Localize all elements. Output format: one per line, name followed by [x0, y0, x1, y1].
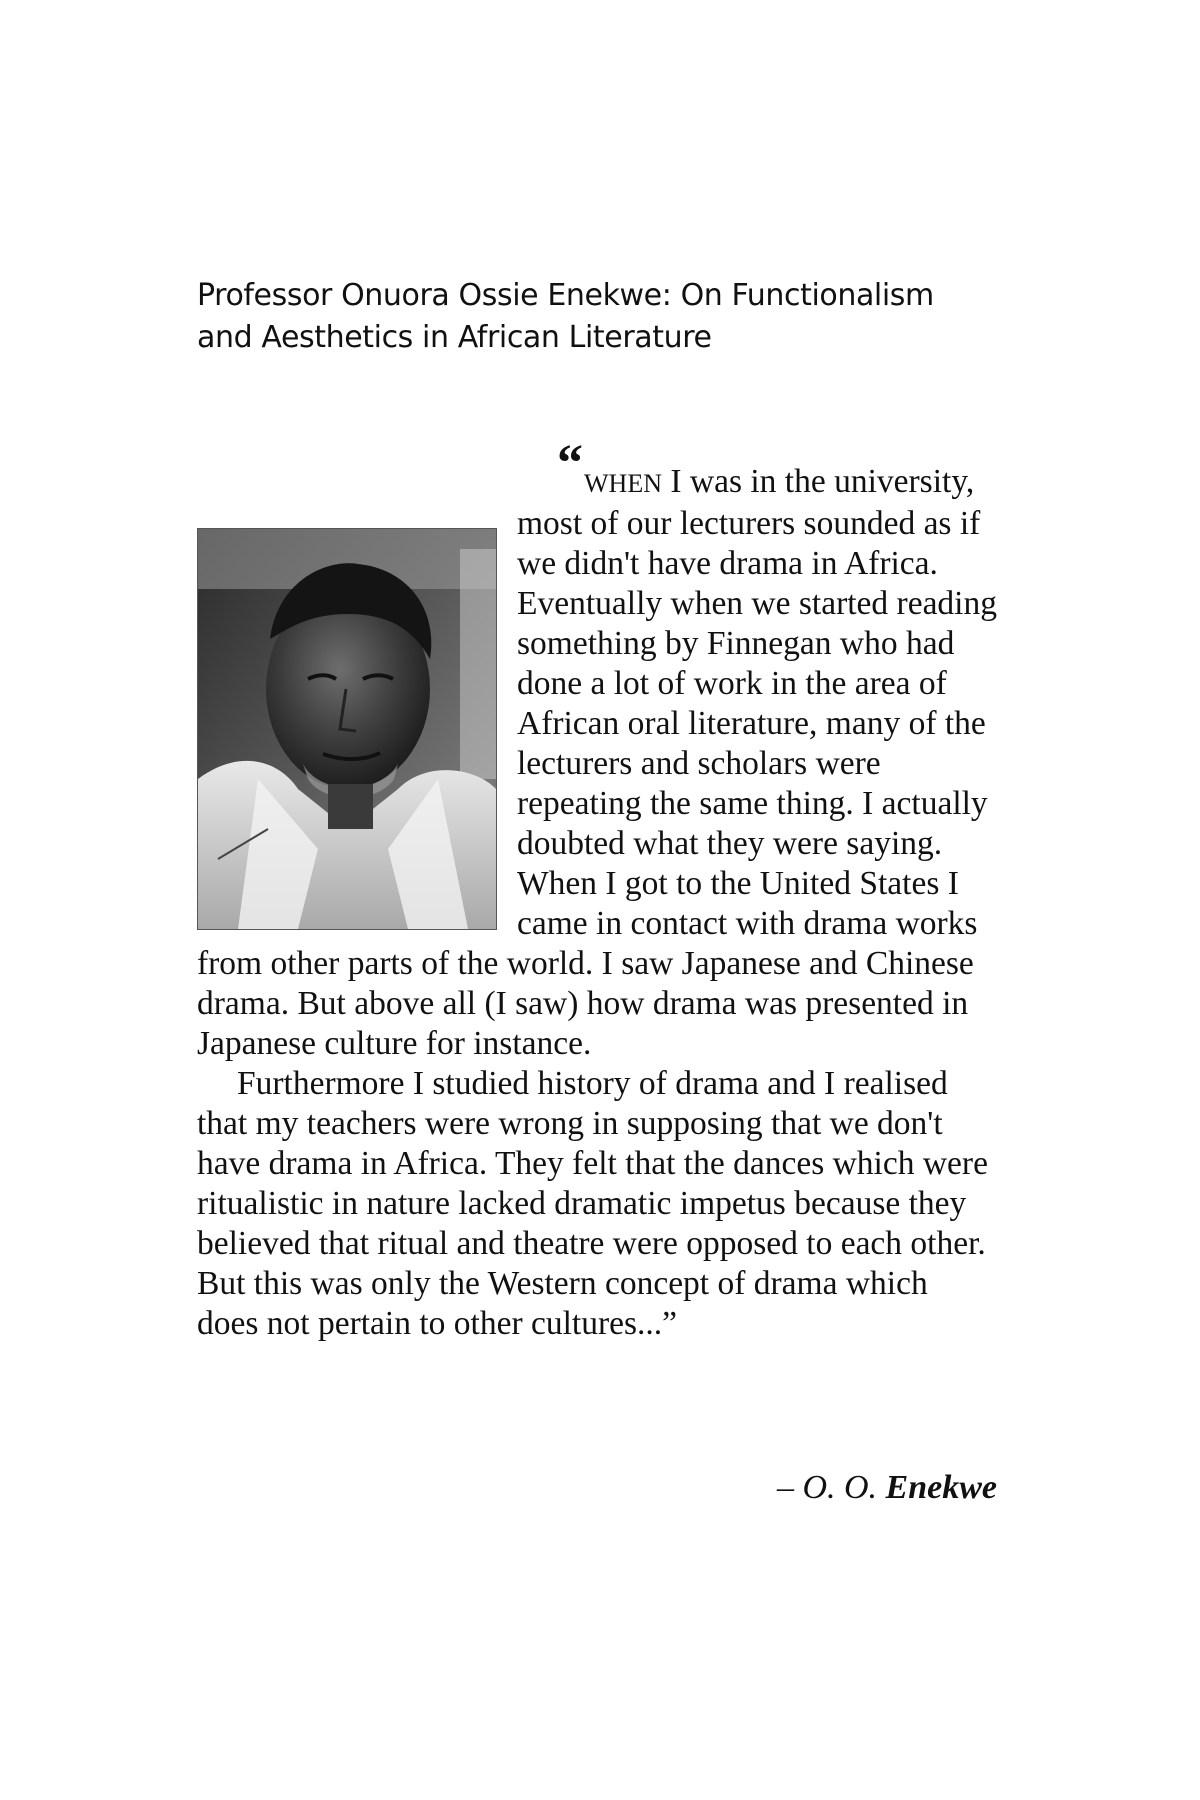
page — [197, 0, 997, 1800]
attribution-prefix: – O. O. — [776, 1469, 886, 1506]
quote-body — [197, 435, 997, 1344]
quote-paragraph-1-text: I was in the university, most of our lecturers sounded as if we didn't have drama in Africa. Eventually when we started reading something by Finnegan who had done a lot of work in the area of African oral literature, many of the lecturers and scholars were repeating the same thing. I actually doubted what they were saying. When I got to the United States I came in contact with drama works from other parts of the world. I saw Japanese and Chinese drama. But above all (I saw) how drama was presented in Japanese culture for instance. — [197, 463, 997, 1062]
article-title: Professor Onuora Ossie Enekwe: On Functionalism and Aesthetics in African Literature — [197, 278, 934, 355]
quote-paragraph-2: Furthermore I studied history of drama and I realised that my teachers were wrong in supposing that we don't have drama in Africa. They felt that the dances which were ritualistic in nature lacked dramatic impetus because they believed that ritual and theatre were opposed to each other. But this was only the Western concept of drama which does not pertain to other cultures...” — [197, 1065, 988, 1342]
open-quote-mark: “ — [557, 435, 583, 492]
portrait-photo — [197, 528, 497, 930]
quote-first-word: WHEN — [584, 469, 662, 498]
quote-paragraph-1 — [197, 435, 997, 1064]
attribution-surname: Enekwe — [885, 1469, 997, 1506]
attribution — [197, 1468, 997, 1508]
portrait-image — [198, 529, 496, 929]
